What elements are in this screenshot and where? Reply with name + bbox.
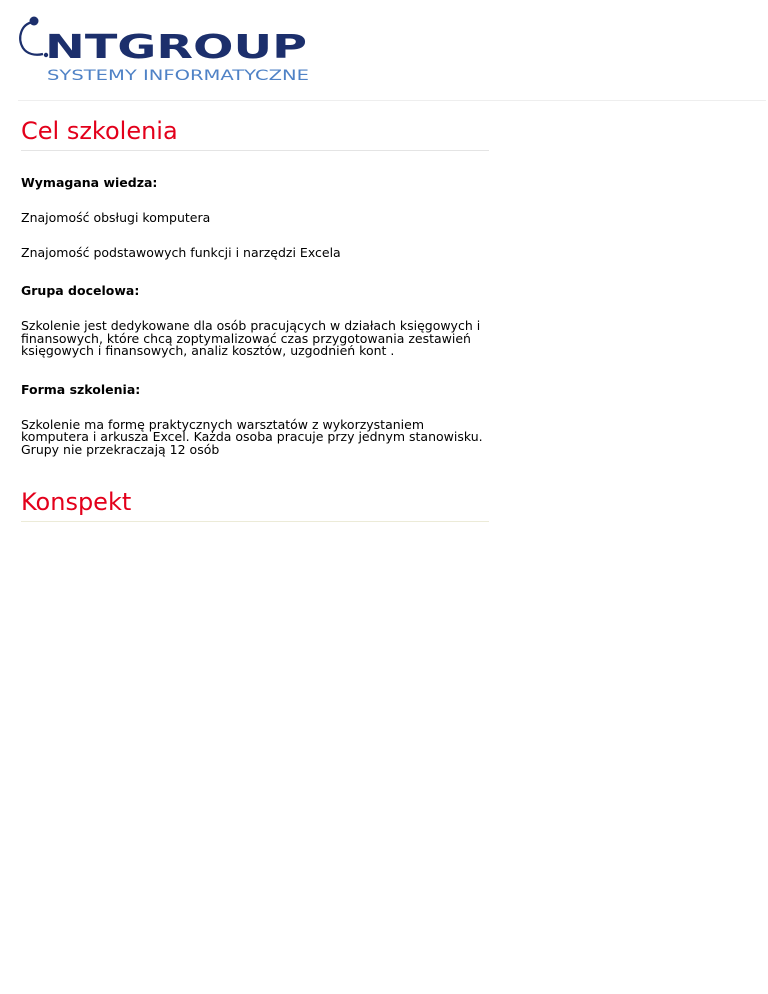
label-grupa-docelowa: Grupa docelowa:	[21, 283, 140, 298]
ntgroup-logo-graphic	[17, 14, 317, 86]
label-wymagana-wiedza: Wymagana wiedza:	[21, 175, 158, 190]
main-content	[21, 100, 489, 522]
logo-tagline: SYSTEMY INFORMATYCZNE	[47, 68, 309, 84]
logo-orbit	[20, 22, 43, 55]
text-target-group: Szkolenie jest dedykowane dla osób pracujących w działach księgowych i finansowych, które chcą zoptymalizować czas przygotowania zestawień księgowych i finansowych, analiz kosztów, uzgodnień kont .	[21, 318, 481, 358]
label-forma-szkolenia: Forma szkolenia:	[21, 381, 141, 397]
section-title-konspekt: Konspekt	[21, 488, 489, 522]
logo-dot-top	[30, 17, 39, 26]
text-training-form: Szkolenie ma formę praktycznych warsztatów z wykorzystaniem komputera i arkusza Excel. Każda osoba pracuje przy jednym stanowisku. Grupy nie przekraczają 12 osób	[21, 416, 483, 457]
logo-brand-text: NTGROUP	[45, 27, 307, 66]
section-title-cel-szkolenia: Cel szkolenia	[21, 100, 489, 151]
company-logo	[17, 14, 317, 86]
text-knowledge-2: Znajomość podstawowych funkcji i narzędzi Excela	[21, 244, 341, 260]
text-knowledge-1: Znajomość obsługi komputera	[21, 210, 211, 225]
